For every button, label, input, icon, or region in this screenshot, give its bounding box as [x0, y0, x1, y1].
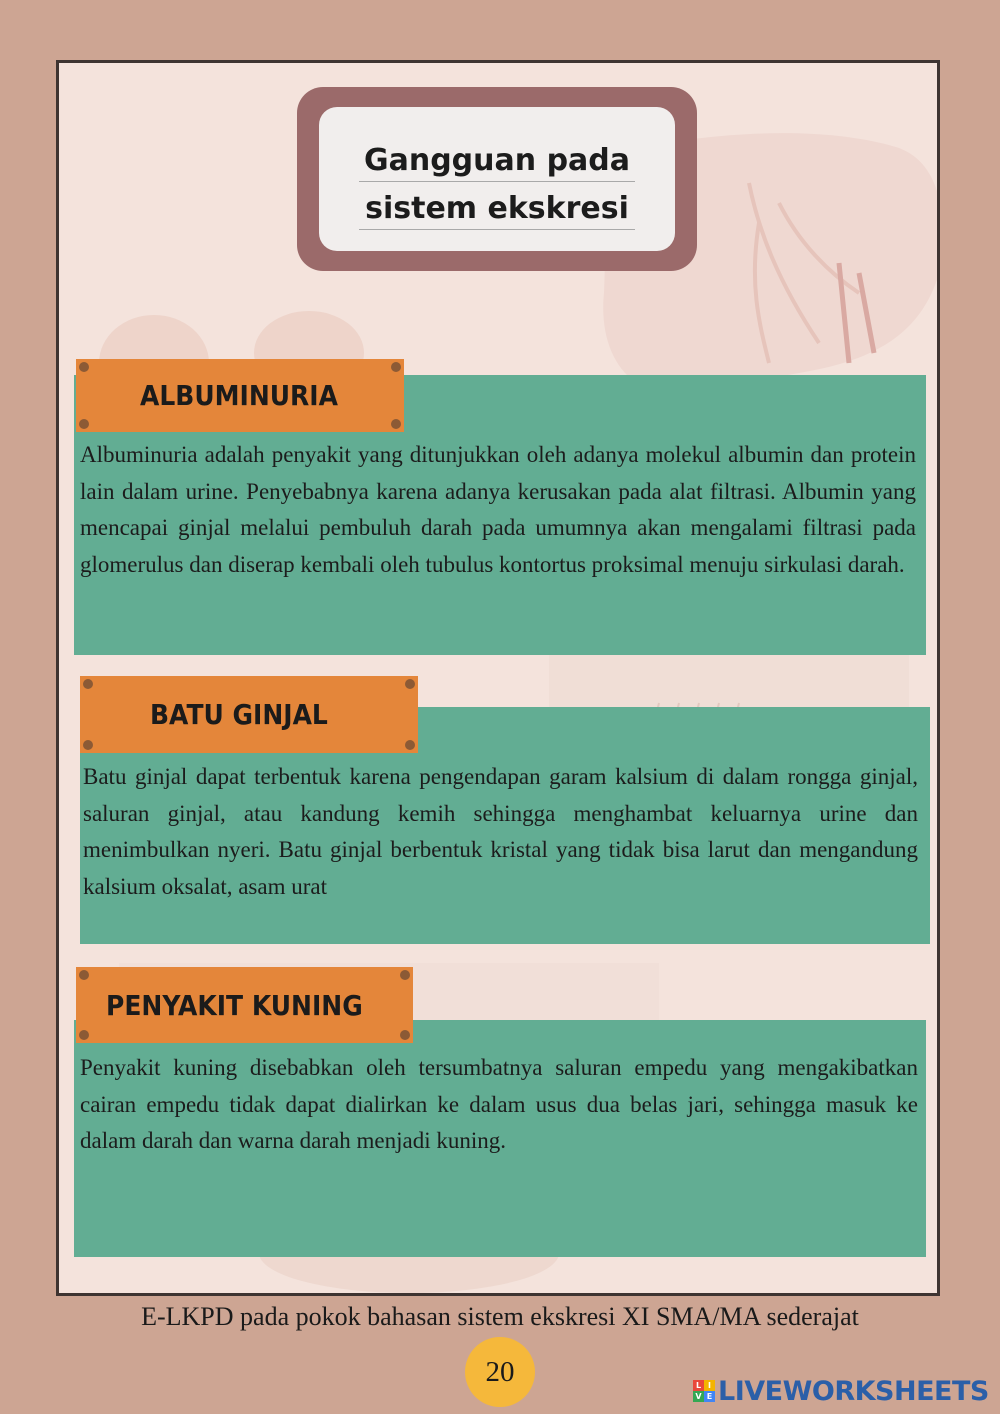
logo-letter: L: [693, 1380, 704, 1391]
logo-letter: E: [704, 1391, 715, 1402]
footer-caption: E-LKPD pada pokok bahasan sistem ekskresi XI SMA/MA sederajat: [141, 1302, 859, 1331]
section-penyakit-kuning-box: [74, 1020, 926, 1257]
title-card-inner: [319, 107, 675, 251]
page-title-line-2: sistem ekskresi: [359, 189, 635, 230]
section-batu-ginjal-text: Batu ginjal dapat terbentuk karena pengendapan garam kalsium di dalam rongga ginjal, saluran ginjal, atau kandung kemih sehingga menghambat keluarnya urine dan menimbulkan nyeri. Batu ginjal berbentuk kristal yang tidak bisa larut dan mengandung kalsium oksalat, asam urat: [83, 764, 918, 899]
liveworksheets-text: LIVEWORKSHEETS: [718, 1375, 989, 1407]
section-albuminuria-tag: [76, 359, 404, 432]
section-batu-ginjal-tag: [80, 676, 418, 753]
section-penyakit-kuning-heading: PENYAKIT KUNING: [106, 989, 363, 1021]
logo-letter: I: [704, 1380, 715, 1391]
page-number: 20: [465, 1337, 535, 1407]
section-batu-ginjal-heading: BATU GINJAL: [150, 698, 328, 731]
section-penyakit-kuning-text: Penyakit kuning disebabkan oleh tersumbatnya saluran empedu yang mengakibatkan cairan empedu tidak dapat dialirkan ke dalam usus dua belas jari, sehingga masuk ke dalam darah dan warna darah menjadi kuning.: [80, 1055, 918, 1153]
section-albuminuria-heading: ALBUMINURIA: [140, 379, 338, 412]
section-albuminuria-text: Albuminuria adalah penyakit yang ditunjukkan oleh adanya molekul albumin dan protein lain dalam urine. Penyebabnya karena adanya kerusakan pada alat filtrasi. Albumin yang mencapai ginjal melalui pembuluh darah pada umumnya akan mengalami filtrasi pada glomerulus dan diserap kembali oleh tubulus kontortus proksimal menuju sirkulasi darah.: [80, 442, 916, 577]
section-penyakit-kuning-tag: [76, 967, 413, 1043]
liveworksheets-logo-icon: [693, 1380, 715, 1402]
page-title-line-1: Gangguan pada: [359, 141, 635, 182]
logo-letter: V: [693, 1391, 704, 1402]
title-card: [297, 87, 697, 271]
liveworksheets-watermark: [693, 1375, 989, 1407]
